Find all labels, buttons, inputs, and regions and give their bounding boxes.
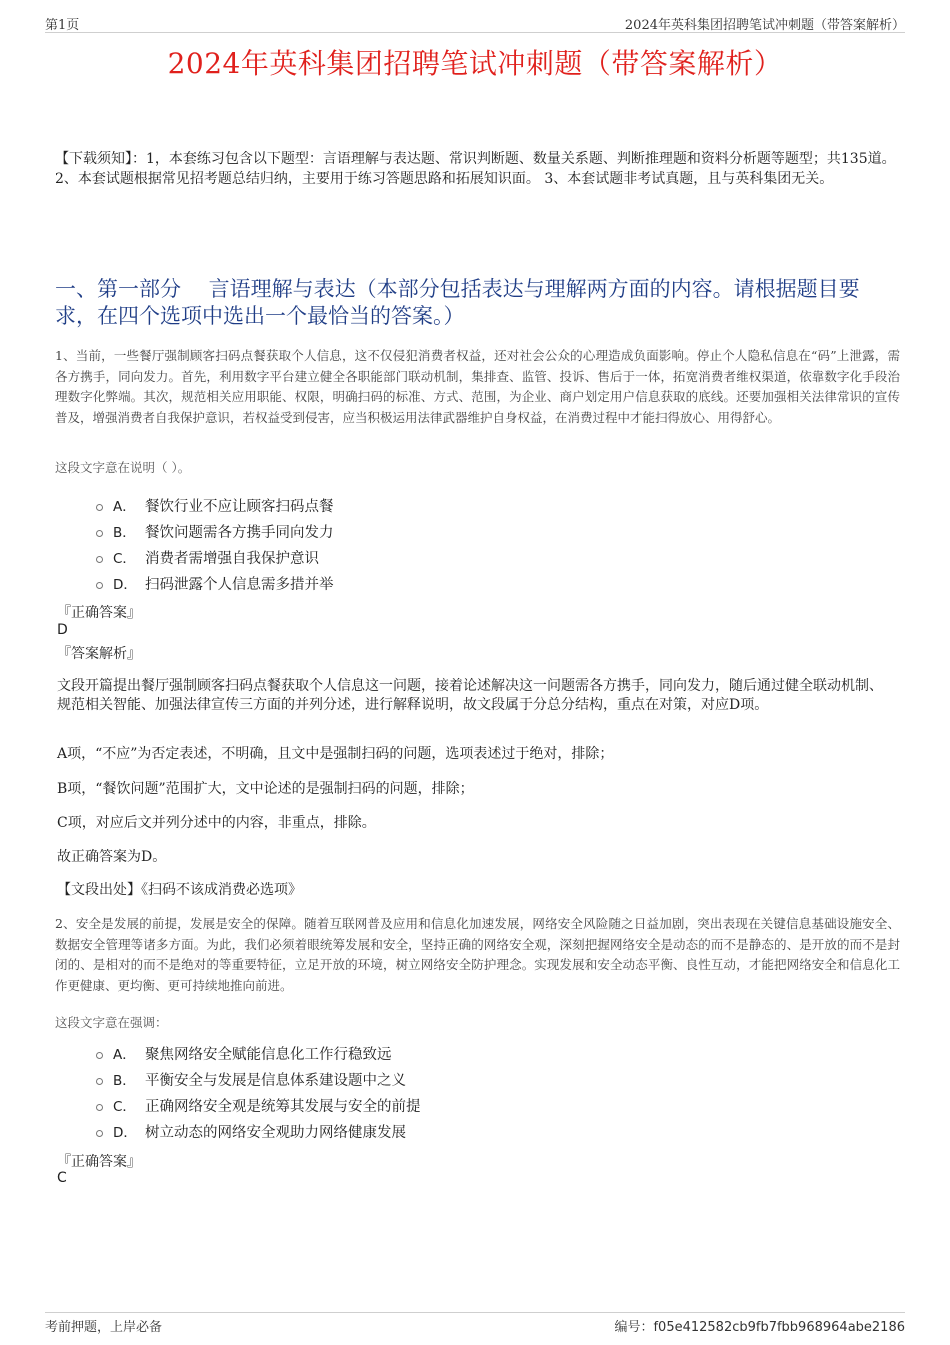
section-heading: 一、第一部分 言语理解与表达（本部分包括表达与理解两方面的内容。请根据题目要求，在四个选项中选出一个最恰当的答案。） [55,277,860,328]
option-letter: B． [113,525,136,541]
radio-icon[interactable] [96,1104,103,1111]
page-header [45,14,905,33]
option-letter: D． [113,577,137,593]
q2-answer-label: 『正确答案』 [57,1154,141,1170]
q1-analysis-b: B项，“餐饮问题”范围扩大，文中论述的是强制扫码的问题，排除； [57,781,474,797]
option-text: 平衡安全与发展是信息体系建设题中之义 [145,1072,406,1089]
q1-analysis-conclusion: 故正确答案为D。 [57,849,167,865]
radio-icon[interactable] [96,1130,103,1137]
q1-prompt: 这段文字意在说明（ ）。 [55,460,191,475]
q1-options [96,492,596,596]
option-text: 树立动态的网络安全观助力网络健康发展 [145,1124,406,1141]
download-notice: 【下载须知】：1，本套练习包含以下题型：言语理解与表达题、常识判断题、数量关系题、判断推理题和资料分析题等题型；共135道。 2、本套试题根据常见招考题总结归纳，主要用于练习答题思路和拓展知识面。 3、本套试题非考试真题，且与英科集团无关。 [55,151,896,187]
q1-passage: 1、当前，一些餐厅强制顾客扫码点餐获取个人信息，这不仅侵犯消费者权益，还对社会公众的心理造成负面影响。停止个人隐私信息在“码”上泄露，需各方携手，同向发力。首先，利用数字平台建立健全各职能部门联动机制，集排查、监管、投诉、售后于一体，拓宽消费者维权渠道，依靠数字化手段治理数字化弊端。其次，规范相关应用职能、权限，明确扫码的标准、方式、范围，为企业、商户划定用户信息获取的底线。还要加强相关法律常识的宣传普及，增强消费者自我保护意识，若权益受到侵害，应当积极运用法律武器维护自身权益，在消费过程中才能扫得放心、用得舒心。 [55,348,900,425]
q1-analysis-c: C项，对应后文并列分述中的内容，非重点，排除。 [57,815,376,831]
q2-options [96,1040,596,1144]
option-letter: A． [113,1047,136,1063]
footer-serial: 编号：f05e412582cb9fb7fbb968964abe2186 [614,1320,905,1335]
option-text: 正确网络安全观是统筹其发展与安全的前提 [145,1098,421,1115]
q1-analysis-a: A项，“不应”为否定表述，不明确，且文中是强制扫码的问题，选项表述过于绝对，排除； [57,746,614,762]
option-letter: C． [113,1099,136,1115]
doc-title: 2024年英科集团招聘笔试冲刺题（带答案解析） [167,47,783,80]
option-letter: B． [113,1073,136,1089]
q1-source: 【文段出处】《扫码不该成消费必选项》 [57,882,302,898]
option-text: 扫码泄露个人信息需多措并举 [145,576,334,593]
radio-icon[interactable] [96,1052,103,1059]
footer-slogan: 考前押题，上岸必备 [45,1320,163,1335]
option-letter: A． [113,499,136,515]
q1-option-b[interactable] [96,518,596,544]
q1-analysis-main: 文段开篇提出餐厅强制顾客扫码点餐获取个人信息这一问题，接着论述解决这一问题需各方携手，同向发力，随后通过健全联动机制、规范相关智能、加强法律宣传三方面的并列分述，进行解释说明，故文段属于分总分结构，重点在对策，对应D项。 [57,678,883,713]
radio-icon[interactable] [96,556,103,563]
q2-prompt: 这段文字意在强调： [55,1015,168,1030]
q1-answer: D [57,622,68,638]
q2-option-d[interactable] [96,1118,596,1144]
q2-option-a[interactable] [96,1040,596,1066]
q2-passage: 2、安全是发展的前提，发展是安全的保障。随着互联网普及应用和信息化加速发展，网络安全风险随之日益加剧，突出表现在关键信息基础设施安全、数据安全管理等诸多方面。为此，我们必须着眼统筹发展和安全，坚持正确的网络安全观，深刻把握网络安全是动态的而不是静态的、是开放的而不是封闭的、是相对的而不是绝对的等重要特征，立足开放的环境，树立网络安全防护理念。实现发展和安全动态平衡、良性互动，才能把网络安全和信息化工作更健康、更均衡、更可持续地推向前进。 [55,916,900,993]
option-text: 消费者需增强自我保护意识 [145,550,319,567]
option-letter: D． [113,1125,137,1141]
q2-option-b[interactable] [96,1066,596,1092]
option-text: 餐饮问题需各方携手同向发力 [145,524,334,541]
q1-option-d[interactable] [96,570,596,596]
q1-answer-label: 『正确答案』 [57,605,141,621]
radio-icon[interactable] [96,504,103,511]
radio-icon[interactable] [96,530,103,537]
q2-option-c[interactable] [96,1092,596,1118]
q1-option-a[interactable] [96,492,596,518]
page-number: 第1页 [45,18,80,33]
radio-icon[interactable] [96,1078,103,1085]
header-doc-title: 2024年英科集团招聘笔试冲刺题（带答案解析） [624,18,905,33]
option-letter: C． [113,551,136,567]
radio-icon[interactable] [96,582,103,589]
q1-analysis-label: 『答案解析』 [57,646,141,662]
q1-option-c[interactable] [96,544,596,570]
option-text: 聚焦网络安全赋能信息化工作行稳致远 [145,1046,392,1063]
page-footer [45,1312,905,1335]
option-text: 餐饮行业不应让顾客扫码点餐 [145,498,334,515]
q2-answer: C [57,1170,67,1186]
